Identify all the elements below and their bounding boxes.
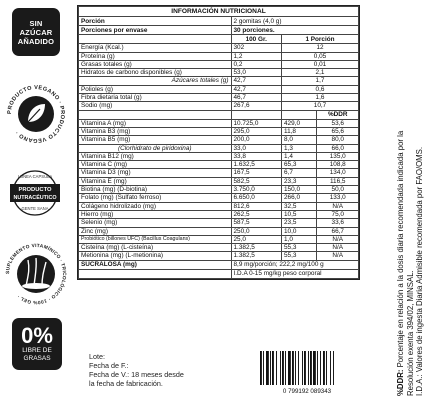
porcion-value: 2 gomitas (4,0 g) bbox=[231, 17, 359, 26]
value-ddr: N/A bbox=[317, 235, 359, 243]
value-100g: 42,7 bbox=[231, 85, 282, 93]
table-row bbox=[79, 60, 359, 68]
value-100g: 267,6 bbox=[231, 102, 282, 110]
sin-azucar-line1: SIN bbox=[29, 18, 43, 28]
table-row bbox=[79, 144, 359, 152]
nutrient-label: Fibra dietaria total (g) bbox=[79, 94, 232, 102]
nutrient-label: Vitamina E (mg) bbox=[79, 177, 232, 185]
value-100g: 6.650,0 bbox=[231, 194, 282, 202]
nutrient-label: Azúcares totales (g) bbox=[79, 77, 232, 85]
value-1porcion: 1,0 bbox=[282, 235, 317, 243]
value-100g: 3.750,0 bbox=[231, 186, 282, 194]
leaf-icon bbox=[6, 84, 66, 144]
nutrient-label: Selenio (mg) bbox=[79, 219, 232, 227]
value-100g: 46,7 bbox=[231, 94, 282, 102]
barcode-bar bbox=[292, 351, 294, 385]
barcode-bar bbox=[333, 351, 334, 385]
value-1porcion: 23,3 bbox=[282, 177, 317, 185]
barcode-bar bbox=[295, 351, 296, 385]
value-ddr: 134,0 bbox=[317, 169, 359, 177]
barcode-bar bbox=[302, 351, 303, 385]
value-ddr: N/A bbox=[317, 252, 359, 260]
nutrient-label: Hierro (mg) bbox=[79, 210, 232, 218]
barcode-bar bbox=[330, 351, 331, 385]
barcode-bar bbox=[323, 351, 325, 385]
nutraceutico-bottom-text: GENTE SANA bbox=[21, 206, 49, 211]
sin-azucar-line3: AÑADIDO bbox=[17, 36, 55, 46]
value-ddr: 80,0 bbox=[317, 136, 359, 144]
value-ddr: 66,7 bbox=[317, 227, 359, 235]
fecha-fabricacion-line: Fecha de F.: bbox=[89, 361, 129, 370]
nutraceutico-seal-icon bbox=[10, 167, 60, 219]
value-1porcion: 12 bbox=[282, 44, 359, 52]
value-1porcion: 32,5 bbox=[282, 202, 317, 210]
value-100g: 25,0 bbox=[231, 235, 282, 243]
table-row bbox=[79, 69, 359, 77]
value-1porcion: 65,3 bbox=[282, 161, 317, 169]
table-row bbox=[79, 194, 359, 202]
barcode-bar bbox=[266, 351, 269, 385]
barcode-bar bbox=[326, 351, 327, 385]
value-ddr: N/A bbox=[317, 244, 359, 252]
table-row bbox=[79, 244, 359, 252]
sucralosa-value: 8,9 mg/porción; 222,2 mg/100 g bbox=[231, 260, 359, 269]
barcode-bar bbox=[285, 351, 286, 385]
table-row bbox=[79, 94, 359, 102]
table-row bbox=[79, 119, 359, 127]
table-row bbox=[79, 77, 359, 85]
ddr-spacer-2 bbox=[231, 110, 282, 119]
nutrient-label: Metionina (mg) (L-metionina) bbox=[79, 252, 232, 260]
nutrient-label: Biotina (mg) (D-biotina) bbox=[79, 186, 232, 194]
value-100g: 167,5 bbox=[231, 169, 282, 177]
table-title: INFORMACIÓN NUTRICIONAL bbox=[79, 7, 359, 17]
header-spacer bbox=[79, 35, 232, 44]
grasas-text: GRASAS bbox=[23, 355, 51, 362]
value-1porcion: 0,6 bbox=[282, 85, 359, 93]
nutraceutico-line2: NUTRACÉUTICO bbox=[13, 195, 57, 201]
table-row bbox=[79, 210, 359, 218]
value-ddr: 108,8 bbox=[317, 161, 359, 169]
nutrient-label: Vitamina C (mg) bbox=[79, 161, 232, 169]
macronutrient-rows bbox=[79, 44, 359, 110]
nutrient-label: Folato (mg) (Sulfato ferroso) bbox=[79, 194, 232, 202]
table-row bbox=[79, 186, 359, 194]
barcode-bar bbox=[320, 351, 321, 385]
table-row bbox=[79, 227, 359, 235]
nutrient-label: Cisteína (mg) (L-cisteína) bbox=[79, 244, 232, 252]
porciones-value: 30 porciones. bbox=[231, 26, 359, 35]
value-100g: 200,0 bbox=[231, 136, 282, 144]
table-row bbox=[79, 235, 359, 243]
table-row bbox=[79, 202, 359, 210]
nutraceutico-line1: PRODUCTO bbox=[18, 187, 52, 193]
value-1porcion: 6,7 bbox=[282, 169, 317, 177]
value-100g: 1,2 bbox=[231, 52, 282, 60]
value-100g: 33,8 bbox=[231, 152, 282, 160]
value-1porcion: 10,5 bbox=[282, 210, 317, 218]
ddr-spacer-1 bbox=[79, 110, 232, 119]
nutrient-label: Proteína (g) bbox=[79, 52, 232, 60]
value-1porcion: 0,01 bbox=[282, 60, 359, 68]
zero-percent-text: 0% bbox=[21, 323, 53, 348]
ida-spacer bbox=[79, 269, 232, 278]
value-ddr: 75,0 bbox=[317, 210, 359, 218]
table-row bbox=[79, 252, 359, 260]
value-1porcion: 150,0 bbox=[282, 186, 317, 194]
value-1porcion: 266,0 bbox=[282, 194, 317, 202]
value-100g: 10.725,0 bbox=[231, 119, 282, 127]
value-1porcion: 55,3 bbox=[282, 252, 317, 260]
nutrient-label: Grasas totales (g) bbox=[79, 60, 232, 68]
micronutrient-rows bbox=[79, 119, 359, 260]
value-100g: 0,2 bbox=[231, 60, 282, 68]
nutrient-label: Vitamina B3 (mg) bbox=[79, 127, 232, 135]
porcion-label: Porción bbox=[79, 17, 232, 26]
value-1porcion: 1,6 bbox=[282, 94, 359, 102]
ida-value: I.D.A 0-15 mg/kg peso corporal bbox=[231, 269, 359, 278]
barcode-bar bbox=[263, 351, 264, 385]
value-100g: 42,7 bbox=[231, 77, 282, 85]
value-1porcion: 1,4 bbox=[282, 152, 317, 160]
table-row bbox=[79, 102, 359, 110]
barcode-bar bbox=[308, 351, 309, 385]
porciones-label: Porciones por envase bbox=[79, 26, 232, 35]
ddr-footnote bbox=[396, 1, 425, 396]
barcode-bar bbox=[288, 351, 291, 385]
table-row bbox=[79, 136, 359, 144]
sin-azucar-line2: AZÚCAR bbox=[19, 27, 53, 37]
table-row bbox=[79, 44, 359, 52]
barcode-bar bbox=[282, 351, 284, 385]
value-1porcion: 2,1 bbox=[282, 69, 359, 77]
table-row bbox=[79, 219, 359, 227]
table-row bbox=[79, 177, 359, 185]
suplemento-vitaminico-badge bbox=[4, 242, 68, 306]
value-100g: 302 bbox=[231, 44, 282, 52]
nutrient-label: (Clorhidrato de piridoxina) bbox=[79, 144, 232, 152]
nutraceutico-top-text: LUNEA CAPSULA bbox=[17, 174, 53, 179]
value-100g: 295,0 bbox=[231, 127, 282, 135]
value-ddr: 53,6 bbox=[317, 119, 359, 127]
table-row bbox=[79, 85, 359, 93]
value-1porcion: 11,8 bbox=[282, 127, 317, 135]
value-100g: 1.632,5 bbox=[231, 161, 282, 169]
value-1porcion: 1,3 bbox=[282, 144, 317, 152]
value-ddr: 66,0 bbox=[317, 144, 359, 152]
barcode-bar bbox=[317, 351, 318, 385]
nutrient-label: Polioles (g) bbox=[79, 85, 232, 93]
nutrition-table bbox=[78, 6, 359, 279]
lote-line: Lote: bbox=[89, 352, 105, 361]
value-1porcion: 55,3 bbox=[282, 244, 317, 252]
barcode-bar bbox=[270, 351, 271, 385]
nutraceutico-badge bbox=[10, 167, 60, 219]
barcode-bar bbox=[260, 351, 262, 385]
value-1porcion: 8,0 bbox=[282, 136, 317, 144]
nutrition-facts-panel bbox=[77, 5, 360, 280]
barcode-bar bbox=[298, 351, 299, 385]
lote-info bbox=[89, 352, 184, 388]
table-row bbox=[79, 161, 359, 169]
value-ddr: N/A bbox=[317, 202, 359, 210]
fecha-vencimiento-line2: la fecha de fabricación. bbox=[89, 379, 163, 388]
value-100g: 582,5 bbox=[231, 177, 282, 185]
badge-column bbox=[0, 0, 72, 400]
ddr-header: %DDR bbox=[317, 110, 359, 119]
nutrient-label: Vitamina D3 (mg) bbox=[79, 169, 232, 177]
nutrient-label: Sodio (mg) bbox=[79, 102, 232, 110]
value-1porcion: 23,5 bbox=[282, 219, 317, 227]
value-100g: 53,0 bbox=[231, 69, 282, 77]
sucralosa-label: SUCRALOSA (mg) bbox=[79, 260, 232, 269]
col-100g-header: 100 Gr. bbox=[231, 35, 282, 44]
value-1porcion: 10,7 bbox=[282, 102, 359, 110]
nutrient-label: Hidratos de carbono disponibles (g) bbox=[79, 69, 232, 77]
value-100g: 262,5 bbox=[231, 210, 282, 218]
nutrient-label: Vitamina B5 (mg) bbox=[79, 136, 232, 144]
table-row bbox=[79, 127, 359, 135]
libre-grasas-badge bbox=[12, 318, 62, 370]
libre-de-text: LIBRE DE bbox=[22, 347, 52, 354]
value-ddr: 133,0 bbox=[317, 194, 359, 202]
ddr-spacer-3 bbox=[282, 110, 317, 119]
value-1porcion: 1,7 bbox=[282, 77, 359, 85]
value-1porcion: 10,0 bbox=[282, 227, 317, 235]
ddr-footnote-line2: Resolución exenta 394/02, MINSAL. bbox=[405, 270, 415, 396]
value-ddr: 33,6 bbox=[317, 219, 359, 227]
nutrient-label: Vitamina A (mg) bbox=[79, 119, 232, 127]
nutrient-label: Zinc (mg) bbox=[79, 227, 232, 235]
nutrient-label: Vitamina B12 (mg) bbox=[79, 152, 232, 160]
col-1porcion-header: 1 Porción bbox=[282, 35, 359, 44]
barcode-bar bbox=[272, 351, 274, 385]
sin-azucar-badge bbox=[12, 8, 60, 56]
value-100g: 1.382,5 bbox=[231, 252, 282, 260]
vitaminico-ring-text: SUPLEMENTO VITAMÍNICO · TRICOLÓGICO · 100% GEL · bbox=[5, 243, 67, 305]
value-ddr: 50,0 bbox=[317, 186, 359, 194]
nutrient-label: Probiótico (billones UFC) (Bacillus Coagulans) bbox=[79, 235, 232, 243]
value-100g: 812,6 bbox=[231, 202, 282, 210]
barcode-bar bbox=[280, 351, 281, 385]
value-1porcion: 0,05 bbox=[282, 52, 359, 60]
value-ddr: 135,0 bbox=[317, 152, 359, 160]
value-1porcion: 429,0 bbox=[282, 119, 317, 127]
value-100g: 1.382,5 bbox=[231, 244, 282, 252]
fecha-vencimiento-line: Fecha de V.: 18 meses desde bbox=[89, 370, 184, 379]
value-ddr: 65,6 bbox=[317, 127, 359, 135]
barcode bbox=[254, 349, 360, 395]
barcode-bar bbox=[310, 351, 312, 385]
value-100g: 250,0 bbox=[231, 227, 282, 235]
nutrient-label: Colágeno hidrolizado (mg) bbox=[79, 202, 232, 210]
hair-follicle-icon bbox=[4, 242, 68, 306]
ddr-footnote-bold: %DDR: bbox=[396, 369, 405, 396]
value-100g: 33,0 bbox=[231, 144, 282, 152]
table-row bbox=[79, 152, 359, 160]
table-row bbox=[79, 52, 359, 60]
barcode-bar bbox=[313, 351, 316, 385]
value-ddr: 116,5 bbox=[317, 177, 359, 185]
barcode-bar bbox=[276, 351, 277, 385]
vegano-ring-text: PRODUCTO VEGANO · PRODUCTO VEGANO · bbox=[6, 84, 66, 144]
ddr-footnote-line1: Porcentaje en relación a la dosis diaria recomendada indicada por la bbox=[396, 130, 405, 370]
barcode-bar bbox=[304, 351, 306, 385]
ida-footnote-line: I.D.A.: Valores de ingesta Diaria Admisible recomendada por FAO/OMS. bbox=[415, 146, 425, 396]
nutrient-label: Energía (Kcal.) bbox=[79, 44, 232, 52]
barcode-digits: 0 799192 089343 bbox=[282, 388, 332, 395]
value-100g: 587,5 bbox=[231, 219, 282, 227]
table-row bbox=[79, 169, 359, 177]
producto-vegano-badge bbox=[6, 84, 66, 144]
